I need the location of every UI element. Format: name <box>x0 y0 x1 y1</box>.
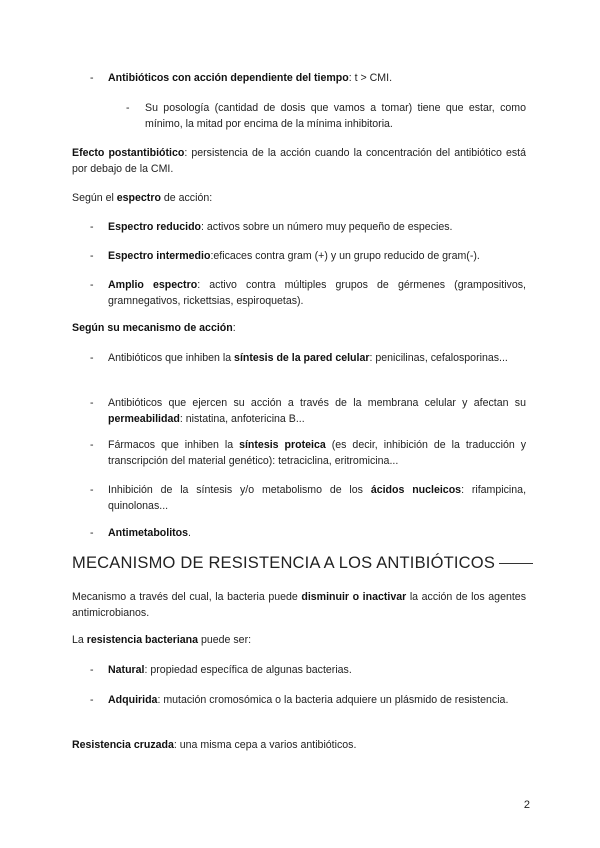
intro-post: de acción: <box>160 192 213 204</box>
intro-pre: Según el <box>72 192 117 204</box>
bullet-text <box>108 692 526 708</box>
bullet-text <box>108 277 526 309</box>
bold-term: Natural <box>108 664 145 676</box>
bullet-dash: - <box>90 250 94 262</box>
bullet-dash: - <box>90 439 94 451</box>
cross-resistance-paragraph <box>72 737 526 753</box>
bold-term: síntesis de la pared celular <box>234 352 370 364</box>
bullet-pre: Inhibición de la síntesis y/o metabolismo de los <box>108 484 371 496</box>
bold-term: permeabilidad <box>108 413 180 425</box>
bullet-text <box>108 248 526 264</box>
bullet-rest: :eficaces contra gram (+) y un grupo reducido de gram(-). <box>210 250 480 262</box>
spectrum-intro <box>72 190 526 206</box>
bullet-pre: Antibióticos que inhiben la <box>108 352 235 364</box>
bullet-text <box>108 219 526 235</box>
bullet-text <box>108 350 526 366</box>
bullet-post: : rifampicina, quinolonas... <box>108 484 527 512</box>
sub-bullet-text: Su posología (cantidad de dosis que vamos a tomar) tiene que estar, como mínimo, la mitad por encima de la mínima inhibitoria. <box>145 102 526 130</box>
paragraph-rest: : una misma cepa a varios antibióticos. <box>173 739 357 751</box>
paragraph-pre: Mecanismo a través del cual, la bacteria puede <box>72 591 302 603</box>
bold-term: ácidos nucleicos <box>370 484 462 496</box>
bold-term: Adquirida <box>108 694 158 706</box>
resistance-intro <box>72 632 526 648</box>
bullet-dash: - <box>90 694 94 706</box>
bold-term: Espectro reducido <box>108 221 202 233</box>
bullet-pre: Antibióticos que ejercen su acción a través de la membrana celular y afectan su <box>108 397 526 409</box>
bullet-dash: - <box>90 352 94 364</box>
bullet-dash: - <box>90 484 94 496</box>
heading-rule <box>499 563 533 564</box>
bold-term: resistencia bacteriana <box>86 634 199 646</box>
bullet-pre: Fármacos que inhiben la <box>108 439 240 451</box>
bullet-rest: : activos sobre un número muy pequeño de especies. <box>201 221 453 233</box>
bullet-post: : nistatina, anfotericina B... <box>179 413 305 425</box>
bold-term: Efecto postantibiótico <box>72 147 185 159</box>
section-heading <box>72 552 532 574</box>
sub-bullet-dash: - <box>126 102 130 114</box>
paragraph-post: la acción de los agentes antimicrobianos. <box>72 591 526 619</box>
bullet-text <box>108 395 526 427</box>
bullet-dash: - <box>90 664 94 676</box>
bold-term: Según su mecanismo de acción <box>72 322 233 334</box>
bold-term: Espectro intermedio <box>108 250 211 262</box>
intro-post: : <box>232 322 236 334</box>
mechanism-intro <box>72 320 526 336</box>
bullet-post: (es decir, inhibición de la traducción y transcripción del material genético): tetraciclina, eritromicina... <box>108 439 527 467</box>
bullet-post: . <box>188 527 191 539</box>
bullet-post: : penicilinas, cefalosporinas... <box>369 352 508 364</box>
bold-term: Amplio espectro <box>108 279 198 291</box>
intro-pre: La <box>72 634 87 646</box>
bullet-rest: : mutación cromosómica o la bacteria adquiere un plásmido de resistencia. <box>157 694 509 706</box>
postantibiotic-paragraph <box>72 145 526 177</box>
bullet-dash: - <box>90 221 94 233</box>
bullet-rest: : t > CMI. <box>348 72 393 84</box>
bullet-rest: : propiedad específica de algunas bacterias. <box>144 664 352 676</box>
bullet-text <box>108 662 526 678</box>
bullet-text <box>108 437 526 469</box>
intro-post: puede ser: <box>198 634 252 646</box>
resistance-paragraph <box>72 589 526 621</box>
bullet-text <box>108 70 526 86</box>
bold-term: disminuir o inactivar <box>301 591 407 603</box>
bold-term: espectro <box>116 192 161 204</box>
bullet-dash: - <box>90 279 94 291</box>
bullet-dash: - <box>90 397 94 409</box>
bullet-dash: - <box>90 72 94 84</box>
bold-term: Antibióticos con acción dependiente del tiempo <box>108 72 349 84</box>
page-number: 2 <box>523 799 530 811</box>
section-heading-text: MECANISMO DE RESISTENCIA A LOS ANTIBIÓTICOS <box>72 554 496 572</box>
bold-term: Antimetabolitos <box>108 527 189 539</box>
bullet-dash: - <box>90 527 94 539</box>
bullet-rest: : activo contra múltiples grupos de gérmenes (grampositivos, gramnegativos, rickettsias, espiroquetas). <box>108 279 526 307</box>
bold-term: síntesis proteica <box>239 439 326 451</box>
bold-term: Resistencia cruzada <box>72 739 174 751</box>
bullet-text <box>108 525 526 541</box>
paragraph-rest: : persistencia de la acción cuando la concentración del antibiótico está por debajo de la CMI. <box>72 147 526 175</box>
bullet-text <box>108 482 526 514</box>
